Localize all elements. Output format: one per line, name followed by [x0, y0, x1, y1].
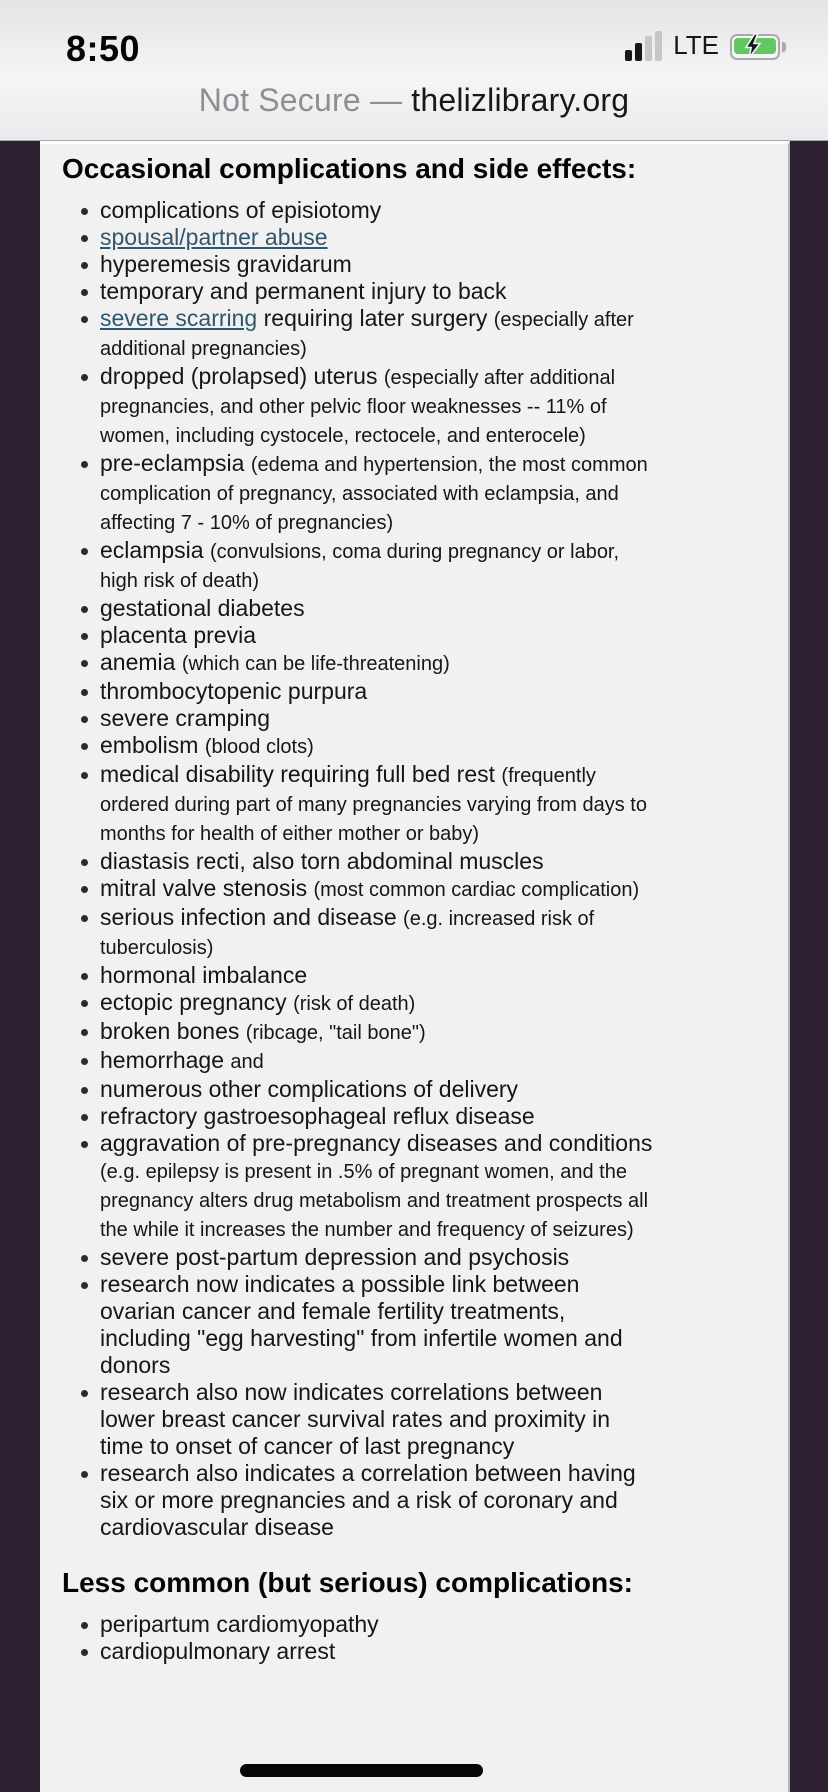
list-item: [100, 848, 658, 875]
battery-nub: [782, 42, 786, 52]
item-text: embolism: [100, 732, 205, 758]
item-text: diastasis recti, also torn abdominal muscles: [100, 848, 544, 874]
list-item: [100, 1047, 658, 1076]
item-text: research also indicates a correlation between having six or more pregnancies and a risk of coronary and cardiovascular disease: [100, 1460, 636, 1540]
list-item: [100, 732, 658, 761]
page-content: [40, 141, 790, 1792]
list-item: [100, 1018, 658, 1047]
url-separator: —: [369, 82, 403, 118]
list-item: [100, 678, 658, 705]
item-text: numerous other complications of delivery: [100, 1076, 519, 1102]
safari-chrome: [0, 0, 828, 141]
signal-bar: [635, 43, 642, 61]
home-indicator[interactable]: [240, 1764, 483, 1777]
list-item: [100, 305, 658, 363]
list-item: [100, 962, 658, 989]
item-note-text: (frequently ordered during part of many pregnancies varying from days to months for health of either mother or baby): [100, 765, 647, 845]
status-bar: [0, 28, 828, 69]
item-note-text: (e.g. increased risk of tuberculosis): [100, 908, 595, 959]
item-text: thrombocytopenic purpura: [100, 678, 368, 704]
section-heading: Less common (but serious) complications:: [62, 1567, 633, 1598]
item-text: peripartum cardiomyopathy: [100, 1611, 379, 1637]
list-item: [100, 649, 658, 678]
item-text: broken bones: [100, 1018, 246, 1044]
network-type-label: LTE: [673, 29, 719, 60]
item-note-text: (blood clots): [204, 736, 314, 758]
list-item: [100, 1130, 658, 1244]
list-item: [100, 1379, 658, 1460]
item-text: severe post-partum depression and psychosis: [100, 1244, 570, 1270]
item-text: severe cramping: [100, 705, 271, 731]
bulleted-list: [40, 1611, 658, 1665]
spousal-partner-abuse-link[interactable]: spousal/partner abuse: [100, 224, 328, 250]
severe-scarring-link[interactable]: severe scarring: [100, 305, 258, 331]
list-item: [100, 1244, 658, 1271]
item-text: hyperemesis gravidarum: [100, 251, 352, 277]
lightning-bolt-icon: [741, 33, 765, 59]
list-item: [100, 761, 658, 848]
list-item: [100, 595, 658, 622]
signal-bar: [625, 50, 632, 61]
item-text: placenta previa: [100, 622, 256, 648]
list-item: [100, 450, 658, 537]
list-item: [100, 537, 658, 595]
status-icons: [625, 30, 788, 62]
section-heading: Occasional complications and side effects:: [62, 153, 637, 184]
item-note-text: (edema and hypertension, the most common complication of pregnancy, associated with eclampsia, and affecting 7 - 10% of pregnancies): [100, 454, 648, 534]
cellular-signal-icon: [625, 31, 662, 61]
list-item: [100, 224, 658, 251]
item-note-text: (most common cardiac complication): [313, 879, 640, 901]
item-note-text: (risk of death): [293, 993, 416, 1015]
item-note-text: (especially after additional pregnancies, and other pelvic floor weaknesses -- 11% of women, including cystocele, rectocele, and enterocele): [100, 367, 616, 447]
item-note-text: (convulsions, coma during pregnancy or labor, high risk of death): [100, 541, 620, 592]
item-text: pre-eclampsia: [100, 450, 251, 476]
not-secure-label: Not Secure: [198, 82, 361, 118]
item-note-text: and: [230, 1051, 264, 1073]
list-item: [100, 989, 658, 1018]
bulleted-list: [40, 197, 658, 1541]
item-text: anemia: [100, 649, 182, 675]
list-item: [100, 622, 658, 649]
list-item: [100, 251, 658, 278]
list-item: [100, 705, 658, 732]
list-item: [100, 1076, 658, 1103]
item-text: requiring later surgery: [257, 305, 494, 331]
clock: 8:50: [66, 28, 141, 69]
item-text: complications of episiotomy: [100, 197, 382, 223]
item-text: hormonal imbalance: [100, 962, 308, 988]
item-text: eclampsia: [100, 537, 210, 563]
item-text: cardiopulmonary arrest: [100, 1638, 336, 1664]
item-text: temporary and permanent injury to back: [100, 278, 507, 304]
item-text: dropped (prolapsed) uterus: [100, 363, 384, 389]
item-text: serious infection and disease: [100, 904, 404, 930]
item-text: research also now indicates correlations between lower breast cancer survival rates and proximity in time to onset of cancer of last pregnancy: [100, 1379, 611, 1459]
battery-charging-icon: [730, 33, 788, 59]
domain-label: thelizlibrary.org: [411, 82, 630, 118]
url-bar[interactable]: [0, 82, 828, 119]
list-item: [100, 363, 658, 450]
list-item: [100, 875, 658, 904]
item-note-text: (which can be life-threatening): [181, 653, 450, 675]
list-item: [100, 278, 658, 305]
signal-bar: [655, 31, 662, 61]
list-item: [100, 1271, 658, 1379]
item-note-text: (e.g. epilepsy is present in .5% of pregnant women, and the pregnancy alters drug metabolism and treatment prospects all the while it increases the number and frequency of seizures): [100, 1161, 649, 1241]
item-text: ectopic pregnancy: [100, 989, 294, 1015]
list-item: [100, 1460, 658, 1541]
item-text: mitral valve stenosis: [100, 875, 314, 901]
item-text: research now indicates a possible link between ovarian cancer and female fertility treatments, including "egg harvesting" from infertile women and donors: [100, 1271, 623, 1378]
list-item: [100, 1638, 658, 1665]
list-item: [100, 904, 658, 962]
list-item: [100, 197, 658, 224]
item-text: refractory gastroesophageal reflux disease: [100, 1103, 535, 1129]
item-text: gestational diabetes: [100, 595, 305, 621]
page-viewport: [0, 141, 828, 1792]
list-item: [100, 1611, 658, 1638]
list-item: [100, 1103, 658, 1130]
item-text: medical disability requiring full bed rest: [100, 761, 502, 787]
item-text: hemorrhage: [100, 1047, 231, 1073]
item-text: aggravation of pre-pregnancy diseases and conditions: [100, 1130, 653, 1156]
signal-bar: [645, 36, 652, 61]
item-note-text: (ribcage, "tail bone"): [245, 1022, 426, 1044]
item-note-text: (especially after additional pregnancies): [100, 309, 634, 360]
